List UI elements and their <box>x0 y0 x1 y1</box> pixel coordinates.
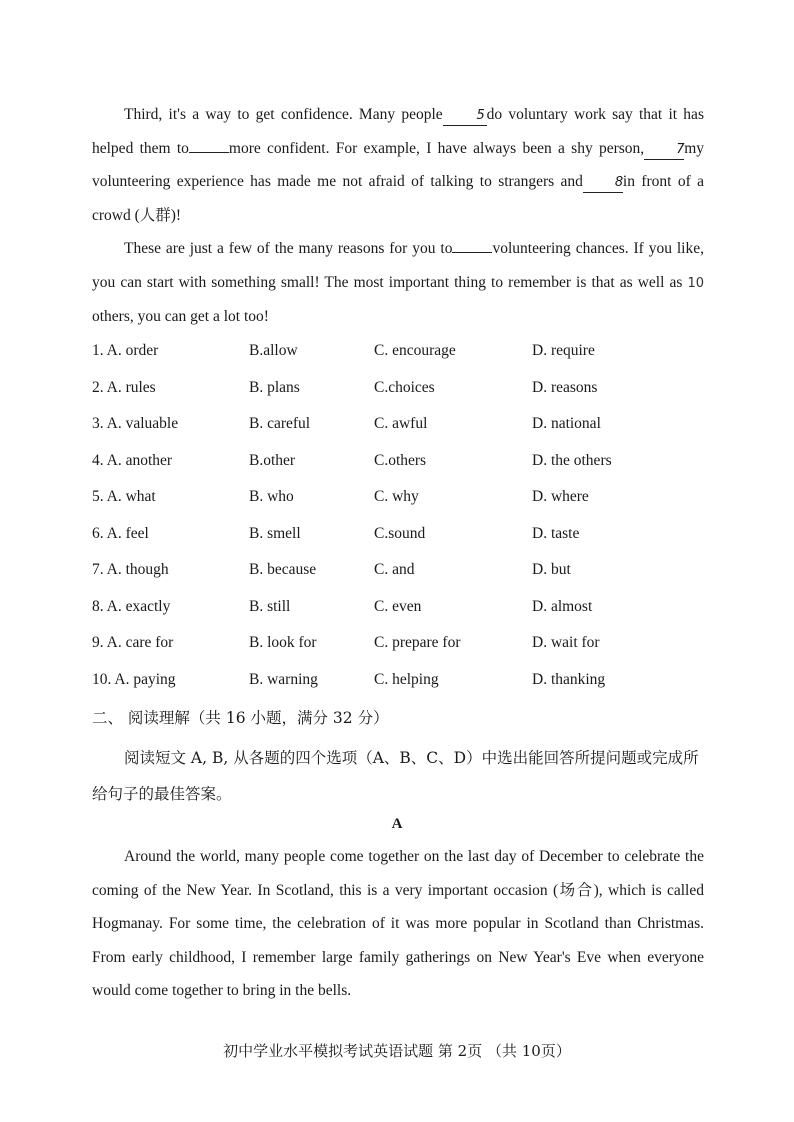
option-row-2 <box>92 373 712 410</box>
page-footer: 初中学业水平模拟考试英语试题 第 2页 （共 10页） <box>223 1042 571 1060</box>
option-row-5 <box>92 482 712 519</box>
option-d: D. require <box>532 342 595 359</box>
option-b: B. plans <box>249 378 300 396</box>
option-c: C. and <box>374 561 415 578</box>
option-b: B. because <box>249 561 317 578</box>
option-c: C. prepare for <box>374 634 461 651</box>
cloze-text: These are just a few of the many reasons for you to <box>124 240 453 257</box>
option-c: C. encourage <box>374 342 456 359</box>
cloze-text: others, you can get a lot too! <box>92 308 269 325</box>
blank-6 <box>189 152 229 153</box>
option-a: 8. A. exactly <box>92 597 171 615</box>
option-b: B. who <box>249 488 294 505</box>
option-d: D. reasons <box>532 378 598 396</box>
option-a: 10. A. paying <box>92 670 176 688</box>
option-d: D. taste <box>532 524 580 542</box>
option-d: D. national <box>532 415 601 432</box>
cloze-text: more confident. For example, I have always been a shy person, <box>228 139 645 157</box>
option-row-6 <box>92 519 712 556</box>
option-c: C.others <box>374 451 427 469</box>
option-b: B. warning <box>249 670 318 688</box>
cloze-paragraph-2 <box>92 232 704 334</box>
option-b: B. look for <box>249 634 317 651</box>
blank-8: 8 <box>583 174 623 193</box>
option-c: C. awful <box>374 415 428 432</box>
option-a: 4. A. another <box>92 451 173 469</box>
option-row-8 <box>92 592 712 629</box>
option-c: C. why <box>374 488 419 505</box>
option-c: C. helping <box>374 670 439 688</box>
option-row-3 <box>92 409 712 446</box>
cloze-paragraph-1 <box>92 98 704 232</box>
option-a: 7. A. though <box>92 561 169 578</box>
cloze-text: in front of a crowd (人群)! <box>92 173 704 224</box>
option-d: D. where <box>532 488 589 505</box>
option-row-9 <box>92 628 712 665</box>
option-d: D. thanking <box>532 670 606 688</box>
answer-options <box>92 336 712 701</box>
option-b: B. still <box>249 597 291 615</box>
option-row-10 <box>92 665 712 702</box>
option-c: C. even <box>374 597 422 615</box>
option-a: 3. A. valuable <box>92 415 179 432</box>
cloze-text: volunteering chances. If you like, you can start with something small! The most important thing to remember is that as well as <box>92 240 704 291</box>
passage-a-text: Around the world, many people come together on the last day of December to celebrate the coming of the New Year. In Scotland, this is a very important occasion (场合), which is called Hogmanay. For some time, the celebration of it was more popular in Scotland than Christmas. From early childhood, I remember large family gatherings on New Year's Eve when everyone would come together to bring in the bells. <box>92 848 704 999</box>
section-instruction: 阅读短文 A, B, 从各题的四个选项（A、B、C、D）中选出能回答所提问题或完成所给句子的最佳答案。 <box>92 749 699 803</box>
blank-9 <box>452 252 492 253</box>
option-b: B. smell <box>249 524 301 542</box>
cloze-text: do voluntary work say that it has helped them to <box>92 106 704 157</box>
option-d: D. almost <box>532 597 593 615</box>
option-a: 6. A. feel <box>92 524 149 542</box>
option-b: B.other <box>249 451 296 469</box>
section-heading: 二、 阅读理解（共 16 小题，满分 32 分） <box>92 709 389 727</box>
option-a: 1. A. order <box>92 342 159 359</box>
blank-10: 10 <box>687 275 704 291</box>
option-d: D. the others <box>532 451 612 469</box>
option-row-7 <box>92 555 712 592</box>
option-a: 5. A. what <box>92 488 156 505</box>
option-row-4 <box>92 446 712 483</box>
blank-5: 5 <box>443 107 487 126</box>
cloze-text: Third, it's a way to get confidence. Many people <box>124 106 443 123</box>
option-b: B.allow <box>249 342 298 359</box>
passage-label: A <box>391 816 403 832</box>
option-a: 2. A. rules <box>92 378 156 396</box>
option-a: 9. A. care for <box>92 634 174 651</box>
blank-7: 7 <box>644 141 684 160</box>
option-b: B. careful <box>249 415 311 432</box>
option-c: C.sound <box>374 524 426 542</box>
option-c: C.choices <box>374 378 435 396</box>
cloze-text: my volunteering experience has made me not afraid of talking to strangers and <box>92 139 704 190</box>
option-d: D. but <box>532 561 571 578</box>
option-row-1 <box>92 336 712 373</box>
option-d: D. wait for <box>532 634 600 651</box>
